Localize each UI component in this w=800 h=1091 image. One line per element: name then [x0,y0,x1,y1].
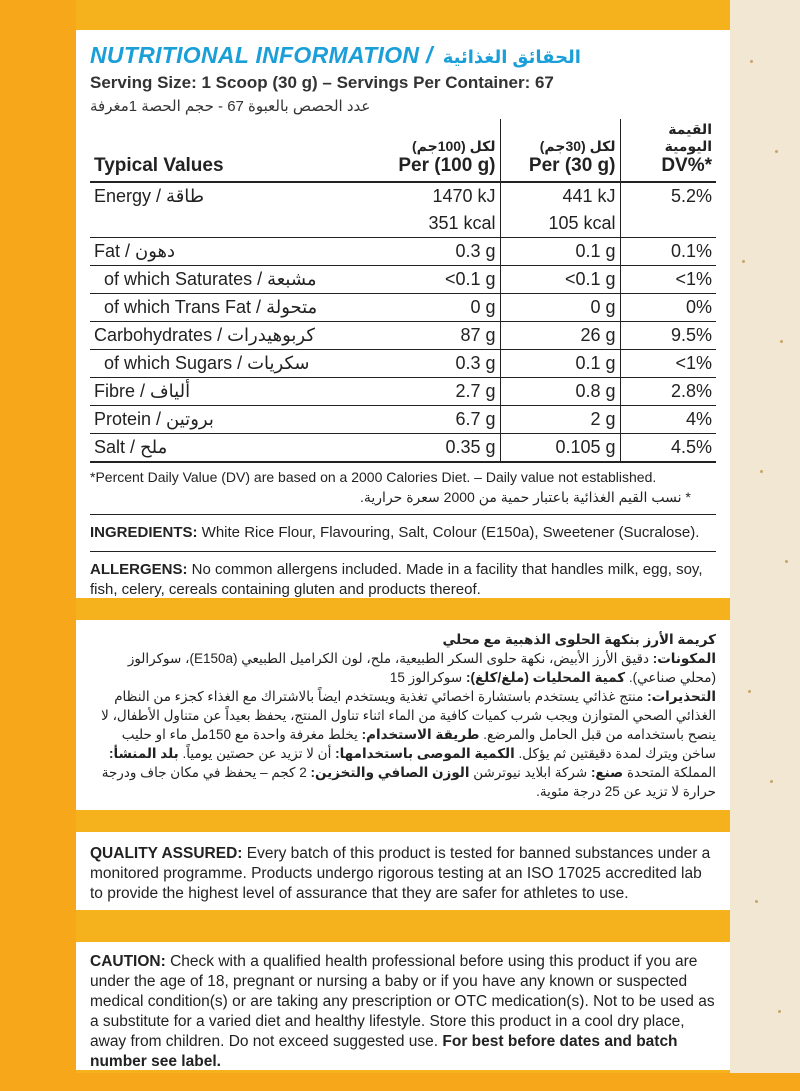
nutrition-title-arabic: الحقائق الغذائية [442,47,581,67]
ingredients-label: INGREDIENTS: [90,524,198,541]
allergens-text: No common allergens included. Made in a facility that handles milk, egg, soy, fish, celery, cereals containing gluten and products thereof. [90,561,703,598]
quality-text: Every batch of this product is tested for banned substances under a monitored programme. Products undergo rigorous testing at an ISO 17025 accredited lab to provide the highest level of assurance that they are safer for athletes to use. [90,845,711,902]
nutrient-label: Carbohydrates / كربوهيدرات [94,325,315,345]
per-30g-header-arabic: لكل (30جم) [539,138,616,154]
nutrient-label [90,210,390,238]
nutrition-panel [76,30,730,598]
table-row [90,210,716,238]
nutrient-label: of which Trans Fat / متحولة [104,297,318,317]
value-per-30g: 26 g [500,322,620,350]
nutrient-label: of which Saturates / مشبعة [104,269,317,289]
value-per-30g: 0 g [500,294,620,322]
table-row [90,182,716,210]
value-dv: 4.5% [620,434,716,463]
arabic-usage-label: طريقة الاستخدام: [361,727,480,742]
nutrient-label: of which Sugars / سكريات [104,353,310,373]
arabic-warnings-label: التحذيرات: [647,689,716,704]
divider [90,551,716,552]
value-per-30g: 0.1 g [500,238,620,266]
value-per-30g: 105 kcal [500,210,620,238]
arabic-usage-text: يخلط مغرفة واحدة مع 150مل ماء او حليب ساخن ويترك لمدة دقيقتين ثم يؤكل. [121,727,716,761]
caution-text-block [90,952,716,1072]
value-per-100g: 0.3 g [455,241,496,261]
per-30g-header [500,119,620,182]
value-per-100g: 0 g [470,297,496,317]
arabic-ingredients-label: المكونات: [652,651,716,666]
arabic-maker-label: صنع: [590,765,624,780]
table-row [90,266,716,294]
value-per-30g: 0.8 g [500,378,620,406]
caution-label: CAUTION: [90,953,166,970]
value-dv: 5.2% [620,182,716,210]
dv-header-label: DV%* [661,155,712,176]
value-per-100g: 351 kcal [428,213,496,233]
arabic-info-panel [76,620,730,810]
arabic-dose-text: أن لا تزيد عن حصتين يومياً. [182,746,336,761]
nutrient-label: Protein / بروتين [94,409,214,429]
table-row [90,294,716,322]
caution-bold-tail: For best before dates and batch number see label. [90,1033,678,1070]
nutrient-label: Fat / دهون [94,241,176,261]
nutrition-title: NUTRITIONAL INFORMATION / [90,42,433,68]
arabic-ingredients-text: دقيق الأرز الأبيض، نكهة حلوى السكر الطبيعية، ملح، لون الكراميل الطبيعي (E150a)، سوكرالوز (محلي صناعي). [127,651,716,685]
value-per-100g: 87 g [460,325,496,345]
arabic-weight-text: 2 كجم – يحفظ في مكان جاف ودرجة حرارة لا تزيد عن 25 درجة مئوية. [101,765,716,799]
value-per-100g: 0.35 g [445,437,496,457]
arabic-weight-label: الوزن الصافي والتخزين: [310,765,470,780]
value-per-100g: <0.1 g [444,269,496,289]
typical-values-header: Typical Values [94,155,224,176]
right-cream-band [730,0,800,1091]
dv-footnote-arabic: * نسب القيم الغذائية باعتبار حمية من 2000 سعرة حرارية. [360,489,691,505]
nutrient-label: Fibre / ألياف [94,381,191,401]
value-per-100g: 2.7 g [455,381,496,401]
table-row [90,378,716,406]
dv-header [620,119,716,182]
value-dv: 0.1% [620,238,716,266]
arabic-origin-label: بلد المنشأ: [109,746,179,761]
per-30g-header-label: Per (30 g) [528,155,616,176]
allergens-label: ALLERGENS: [90,561,188,578]
arabic-origin-text: المملكة المتحدة [626,765,716,780]
per-100g-header-arabic: لكل (100جم) [411,138,496,154]
arabic-maker-text: شركة ابلايد نيوترشن [473,765,591,780]
arabic-warnings-text: منتج غذائي يستخدم باستشارة اخصائي تغذية ويستخدم ايضاً بالاشتراك مع الغذاء كجزء من النظام الغذائي الصحي المتوازن ويجب شرب كميات كافية من الماء اثناء تناول المنتج، يحفظ بعيداً عن متناول الأطفال، لا ينصح باستخدامه من قبل الحامل والمرضع. [101,689,716,742]
value-dv [620,210,716,238]
value-dv: 2.8% [620,378,716,406]
table-row [90,238,716,266]
value-per-30g: 0.105 g [500,434,620,463]
quality-assured-panel [76,832,730,910]
caution-text: Check with a qualified health professional before using this product if you are under the age of 18, pregnant or nursing a baby or if you have any known or suspected medical condition(s) or are taking any prescription or OTC medication(s). Not to be used as a substitute for a varied diet and healthy lifestyle. Store this product in a cool dry place, away from children. Do not exceed suggested use. [90,953,715,1050]
nutrient-label: Energy / طاقة [94,186,205,206]
arabic-info-text [90,630,716,801]
caution-panel [76,942,730,1070]
allergens-line [90,560,716,600]
nutrition-table-header [90,119,716,182]
value-per-100g: 0.3 g [455,353,496,373]
divider [90,514,716,515]
arabic-sweetener-label: كمية المحليات (ملغ/كلغ): [465,670,626,685]
ingredients-text: White Rice Flour, Flavouring, Salt, Colour (E150a), Sweetener (Sucralose). [197,524,700,541]
value-per-30g: <0.1 g [500,266,620,294]
serving-info: Serving Size: 1 Scoop (30 g) – Servings Per Container: 67 [90,73,554,92]
quality-text-block [90,844,716,904]
ingredients-line [90,523,716,543]
table-row [90,322,716,350]
per-100g-header-label: Per (100 g) [398,155,496,176]
value-dv: <1% [620,350,716,378]
arabic-product-title: كريمة الأرز بنكهة الحلوى الذهبية مع محلي [442,632,716,647]
value-per-30g: 441 kJ [500,182,620,210]
per-100g-header [390,119,500,182]
value-dv: 0% [620,294,716,322]
nutrition-headline [90,42,716,69]
dv-footnote: *Percent Daily Value (DV) are based on a 2000 Calories Diet. – Daily value not established. [90,469,657,485]
value-per-30g: 2 g [500,406,620,434]
value-dv: 9.5% [620,322,716,350]
arabic-dose-label: الكمية الموصى باستخدامها: [335,746,515,761]
table-row [90,350,716,378]
dv-header-arabic: القيمة اليومية [664,121,712,154]
table-row [90,406,716,434]
value-per-30g: 0.1 g [500,350,620,378]
value-per-100g: 6.7 g [455,409,496,429]
table-row [90,434,716,463]
arabic-sweetener-text: سوكرالوز 15 [389,670,466,685]
value-dv: 4% [620,406,716,434]
nutrient-label: Salt / ملح [94,437,168,457]
nutrition-table [90,119,716,463]
left-orange-band [0,0,76,1091]
value-dv: <1% [620,266,716,294]
quality-label: QUALITY ASSURED: [90,845,243,862]
serving-info-arabic: عدد الحصص بالعبوة 67 - حجم الحصة 1مغرفة [90,98,371,115]
bottom-orange-band [0,1073,800,1091]
value-per-100g: 1470 kJ [432,186,496,206]
